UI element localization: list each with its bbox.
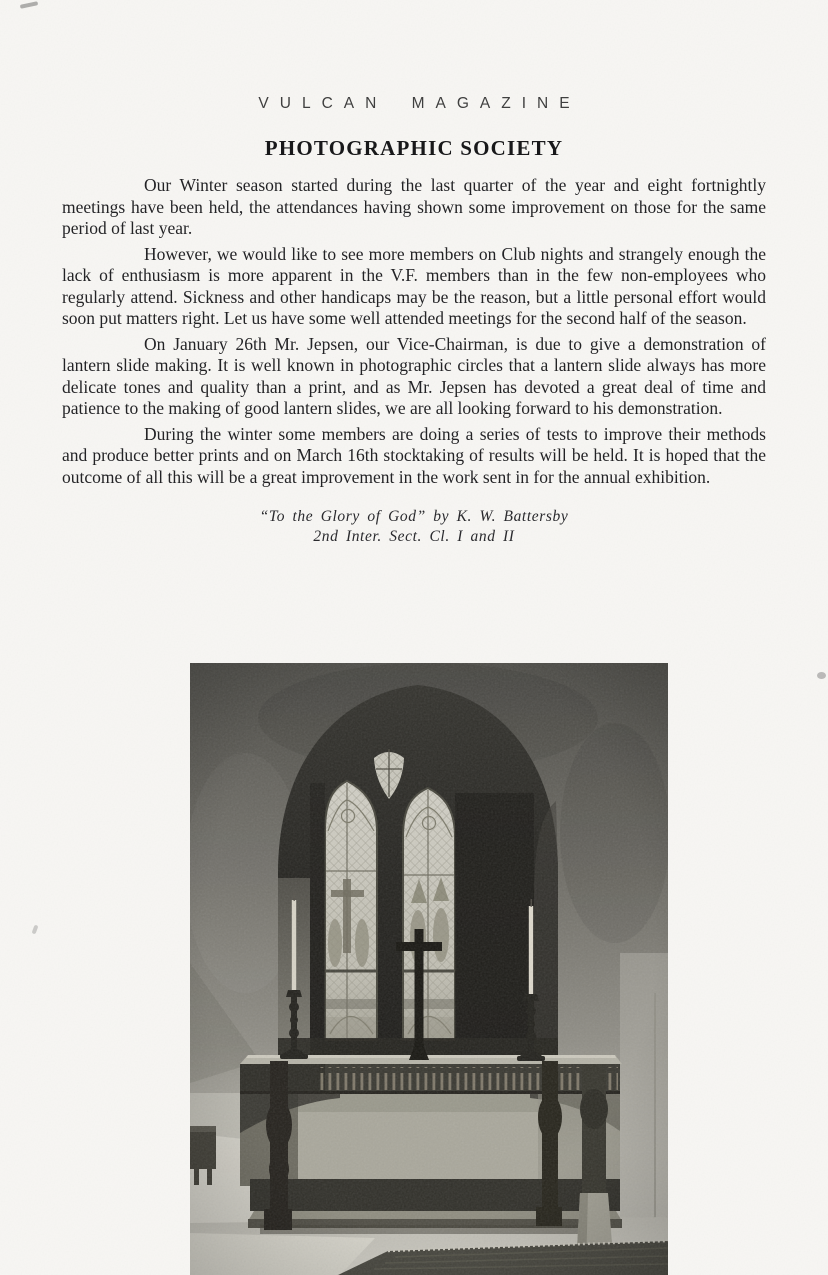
masthead	[0, 0, 828, 113]
paragraph-lantern-slides: On January 26th Mr. Jepsen, our Vice-Chairman, is due to give a demonstration of lantern slide making. It is well known in photographic circles that a lantern slide always has more delicate tones and quality than a print, and as Mr. Jepsen has devoted a great deal of time and patience to the making of good lantern slides, we are all looking forward to his demonstration.	[62, 333, 766, 419]
scan-speck-left-margin	[32, 925, 39, 935]
altar-photograph-image	[190, 663, 668, 1275]
caption-award-line: 2nd Inter. Sect. Cl. I and II	[313, 528, 515, 546]
paragraph-winter-season: Our Winter season started during the last quarter of the year and eight fortnightly meetings have been held, the attendances having shown some improvement on those for the same period of last year.	[62, 175, 766, 239]
paragraph-club-nights: However, we would like to see more members on Club nights and strangely enough the lack of enthusiasm is more apparent in the V.F. members than in the few non-employees who regularly attend. Sickness and other handicaps may be the reason, but a little personal effort would soon put matters right. Let us have some well attended meetings for the second half of the season.	[62, 243, 766, 329]
article-title: PHOTOGRAPHIC SOCIETY	[264, 136, 564, 160]
scan-speck-right-edge	[817, 672, 826, 679]
article-body	[62, 175, 766, 488]
photo-caption	[0, 507, 828, 547]
caption-title-line: “To the Glory of God” by K. W. Battersby	[259, 508, 569, 526]
paragraph-winter-tests: During the winter some members are doing a series of tests to improve their methods and produce better prints and on March 16th stocktaking of results will be held. It is hoped that the outcome of all this will be a great improvement in the work sent in for the annual exhibition.	[62, 423, 766, 487]
photo-vignette	[190, 663, 668, 1275]
altar-photograph	[190, 663, 668, 1275]
magazine-title: VULCAN MAGAZINE	[258, 95, 581, 112]
